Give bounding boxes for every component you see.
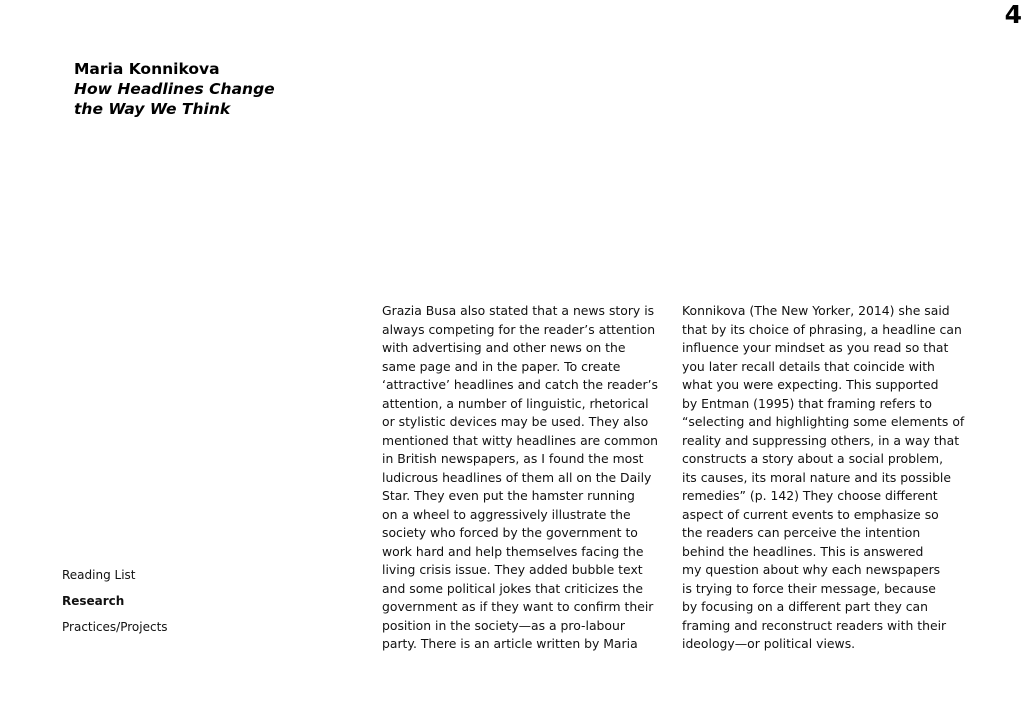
nav-item-practices-projects[interactable]: Practices/Projects xyxy=(62,620,168,634)
body-line: that by its choice of phrasing, a headline can xyxy=(682,321,962,337)
body-line: “selecting and highlighting some elements of xyxy=(682,414,965,429)
nav-item-reading-list[interactable]: Reading List xyxy=(62,568,136,582)
body-line: Star. They even put the hamster running xyxy=(382,488,635,503)
body-line: reality and suppressing others, in a way that xyxy=(682,432,960,448)
body-line: and some political jokes that criticizes the xyxy=(382,580,643,596)
section-nav xyxy=(62,569,168,647)
body-line: or stylistic devices may be used. They also xyxy=(382,414,649,429)
body-line: with advertising and other news on the xyxy=(382,340,626,355)
body-column-left xyxy=(382,302,682,654)
body-line: Konnikova (The New Yorker, 2014) she said xyxy=(682,303,950,318)
body-line: its causes, its moral nature and its possible xyxy=(682,469,951,485)
body-line: Grazia Busa also stated that a news story is xyxy=(382,303,655,318)
body-line: living crisis issue. They added bubble text xyxy=(382,562,643,577)
body-line: ideology—or political views. xyxy=(682,636,856,651)
body-line: attention, a number of linguistic, rhetorical xyxy=(382,395,649,411)
page-number: 4 xyxy=(1004,0,1022,29)
body-line: you later recall details that coincide with xyxy=(682,358,935,374)
body-line: party. There is an article written by Maria xyxy=(382,636,638,651)
body-line: behind the headlines. This is answered xyxy=(682,543,924,559)
body-line: is trying to force their message, because xyxy=(682,580,936,596)
body-line: aspect of current events to emphasize so xyxy=(682,506,939,522)
body-line: in British newspapers, as I found the most xyxy=(382,451,644,466)
body-line: always competing for the reader’s attention xyxy=(382,321,656,337)
body-line: government as if they want to confirm their xyxy=(382,599,654,614)
author-name: Maria Konnikova xyxy=(74,60,220,78)
body-line: on a wheel to aggressively illustrate the xyxy=(382,506,631,522)
body-line: same page and in the paper. To create xyxy=(382,358,621,374)
body-column-right xyxy=(682,302,982,654)
body-line: remedies” (p. 142) They choose different xyxy=(682,488,938,503)
body-line: my question about why each newspapers xyxy=(682,562,941,577)
article-title-line-1: How Headlines Change xyxy=(74,80,275,98)
body-line: ludicrous headlines of them all on the Daily xyxy=(382,469,652,485)
body-line: by Entman (1995) that framing refers to xyxy=(682,395,932,411)
body-line: what you were expecting. This supported xyxy=(682,377,939,392)
nav-item-research[interactable]: Research xyxy=(62,594,125,608)
body-line: position in the society—as a pro-labour xyxy=(382,617,625,633)
body-line: society who forced by the government to xyxy=(382,525,638,540)
body-line: constructs a story about a social problem, xyxy=(682,451,944,466)
article-header xyxy=(74,59,275,119)
body-line: framing and reconstruct readers with their xyxy=(682,617,947,633)
body-line: the readers can perceive the intention xyxy=(682,525,921,540)
body-line: by focusing on a different part they can xyxy=(682,599,928,614)
body-line: ‘attractive’ headlines and catch the reader’s xyxy=(382,377,658,392)
body-line: work hard and help themselves facing the xyxy=(382,543,644,559)
body-line: influence your mindset as you read so that xyxy=(682,340,949,355)
body-line: mentioned that witty headlines are common xyxy=(382,432,659,448)
article-title-line-2: the Way We Think xyxy=(74,100,231,118)
